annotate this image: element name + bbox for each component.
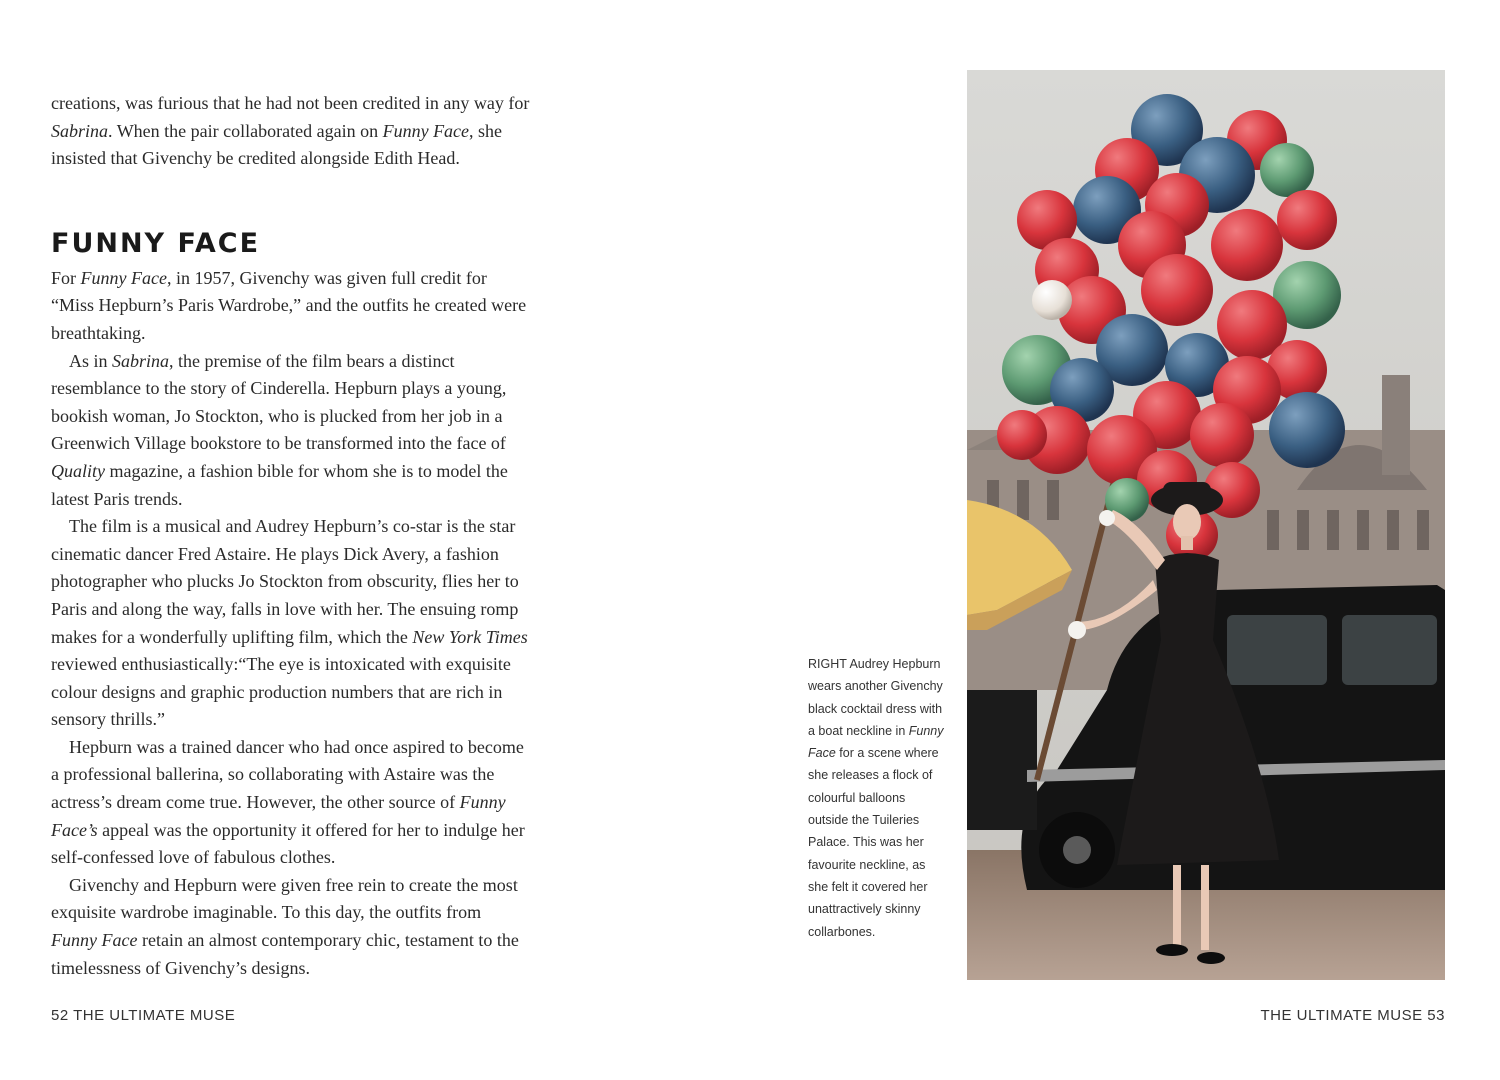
text-run: , the premise of the film bears a distinct resemblance to the story of Cinderella. Hepburn plays a young, bookish woman, Jo Stockton, who is plucked from her job in a Greenwich Village bookstore to be transformed into the face of	[51, 350, 507, 454]
text-run: reviewed enthusiastically:“The eye is intoxicated with exquisite colour designs and graphic production numbers that are rich in sensory thrills.”	[51, 654, 511, 730]
text-run: appeal was the opportunity it offered for her to indulge her self-confessed love of fabulous clothes.	[51, 819, 525, 868]
newspaper-title: New York Times	[412, 626, 528, 647]
paragraph-5	[51, 872, 531, 982]
text-run: retain an almost contemporary chic, testament to the timelessness of Givenchy’s designs.	[51, 930, 519, 978]
text-run: creations, was furious that he had not been credited in any way for	[51, 93, 530, 113]
film-title: Funny Face	[51, 930, 138, 951]
paragraph-1	[51, 265, 531, 348]
film-title: Sabrina	[51, 120, 109, 141]
film-title: Funny Face	[80, 267, 167, 288]
text-run: Givenchy and Hepburn were given free rein to create the most exquisite wardrobe imaginable. To this day, the outfits from	[51, 874, 518, 923]
page-number-right: THE ULTIMATE MUSE 53	[1260, 1007, 1445, 1024]
paragraph-2	[51, 348, 531, 514]
text-run: For	[51, 267, 81, 288]
section-body	[51, 265, 531, 982]
text-run: for a scene where she releases a flock of colourful balloons outside the Tuileries Palace. This was her favourite neckline, as she felt it covered her unattractively skinny collarbones.	[808, 746, 939, 939]
film-title: Funny Face	[808, 723, 944, 761]
section-heading: FUNNY FACE	[51, 227, 261, 259]
paragraph-3	[51, 513, 531, 734]
page-number-left: 52 THE ULTIMATE MUSE	[51, 1007, 236, 1024]
text-run: magazine, a fashion bible for whom she is to model the latest Paris trends.	[51, 460, 508, 509]
intro-paragraph	[51, 90, 531, 173]
text-run: As in	[69, 350, 113, 371]
text-run: , in 1957, Givenchy was given full credit for “Miss Hepburn’s Paris Wardrobe,” and the outfits he created were breathtaking.	[51, 267, 527, 343]
text-run: . When the pair collaborated again on	[108, 120, 383, 141]
photo-caption	[808, 653, 948, 943]
text-run: RIGHT Audrey Hepburn wears another Givenchy black cocktail dress with a boat neckline in	[808, 657, 943, 738]
text-run: Hepburn was a trained dancer who had once aspired to become a professional ballerina, so collaborating with Astaire was the actress’s dream come true. However, the other source of	[51, 736, 524, 813]
text-run: The film is a musical and Audrey Hepburn’s co-star is the star cinematic dancer Fred Astaire. He plays Dick Avery, a fashion photographer who plucks Jo Stockton from obscurity, flies her to Paris and along the way, falls in love with her. The ensuing romp makes for a wonderfully uplifting film, which the	[51, 516, 519, 647]
paragraph-4	[51, 734, 531, 872]
left-page	[51, 90, 531, 982]
film-title: Funny Face	[382, 120, 470, 141]
film-title: Sabrina	[112, 350, 170, 371]
photo-illustration	[967, 70, 1445, 980]
magazine-title: Quality	[51, 460, 105, 481]
film-title: Funny Face’s	[51, 792, 506, 840]
text-run: , she insisted that Givenchy be credited alongside Edith Head.	[51, 120, 503, 169]
photo-hepburn-balloons	[967, 70, 1445, 980]
